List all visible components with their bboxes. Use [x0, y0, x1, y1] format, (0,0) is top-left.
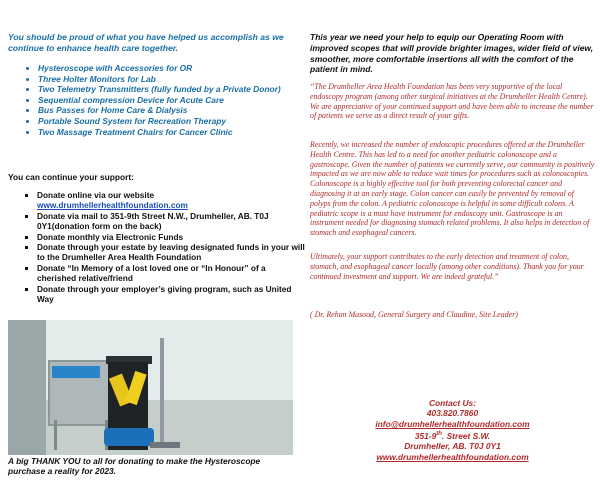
list-item: • Sequential compression Device for Acute Care — [38, 95, 306, 106]
photo-blue-tray — [52, 366, 100, 378]
photo-stand-base — [150, 442, 180, 448]
list-item: • Two Massage Treatment Chairs for Cancer Clinic — [38, 127, 306, 138]
support-item-estate: ▪ Donate through your estate by leaving designated funds in your will to the Drumheller Area Health Foundation — [37, 242, 305, 263]
list-item: • Three Holter Monitors for Lab — [38, 74, 306, 85]
testimonial-signature: ( Dr. Rehan Masood, General Surgery and Claudine, Site Leader) — [310, 310, 518, 319]
list-item: • Two Telemetry Transmitters (fully funded by a Private Donor) — [38, 84, 306, 95]
contact-city: Drumheller, AB. T0J 0Y1 — [404, 441, 501, 452]
support-item-memory: ▪ Donate “In Memory of a lost loved one or “In Honour” of a cherished relative/friend — [37, 263, 305, 284]
website-link[interactable]: www.drumhellerhealthfoundation.com — [37, 200, 188, 211]
list-item: • Portable Sound System for Recreation Therapy — [38, 116, 306, 127]
support-item-mail: ▪ Donate via mail to 351-9th Street N.W., Drumheller, AB. T0J 0Y1(donation form on the back) — [37, 211, 305, 232]
online-label: Donate online via our website — [37, 190, 155, 200]
list-item: • Bus Passes for Home Care & Dialysis — [38, 105, 306, 116]
right-column — [300, 0, 600, 500]
photo-blue-base — [104, 428, 154, 446]
contact-email-link[interactable]: info@drumhellerhealthfoundation.com — [375, 418, 530, 429]
contact-phone: 403.820.7860 — [426, 408, 479, 419]
contact-heading: Contact Us: — [429, 398, 476, 408]
intro-text: You should be proud of what you have helped us accomplish as we continue to enhance health care together. — [8, 32, 284, 53]
hysteroscope-photo — [8, 320, 293, 455]
accomplishments-list — [26, 63, 306, 137]
support-item-online — [37, 190, 305, 211]
list-item: • Hysteroscope with Accessories for OR — [38, 63, 306, 74]
photo-iv-stand — [160, 338, 164, 446]
contact-website-link[interactable]: www.drumhellerhealthfoundation.com — [376, 451, 529, 462]
support-item-monthly: ▪ Donate monthly via Electronic Funds — [37, 232, 305, 242]
contact-block — [310, 398, 595, 462]
testimonial-paragraph: Recently, we increased the number of endoscopic procedures offered at the Drumheller Health Centre. This has led to a need for another pediatric colonoscope and a gastroscope. Given the number of patients we currently serve, our community is positively impacted as we are now able to reduce wait times for procedures such as colonoscopies. Colonoscope is a highly effective tool for both preventing colorectal cancer and diagnosing it at an early stage. Colon cancer can easily be prevented by removal of polyps from the colon. A pediatric colonoscope is helpful in some difficult colons. A pediatric scope is a must have instrument for endoscopy unit. Gastroscope is an instrument needed for diagnosing stomach related problems. It also helps in detection of stomach and esophageal cancers. — [310, 140, 595, 238]
photo-caption: A big THANK YOU to all for donating to make the Hysteroscope purchase a reality for 2023. — [8, 456, 261, 477]
operating-room-heading: This year we need your help to equip our Operating Room with improved scopes that will provide brighter images, wider field of view, smoother, more comfortable insertions all with the comfort of the patient in mind. — [310, 32, 594, 75]
photo-cabinet — [8, 320, 46, 455]
testimonial-paragraph: “The Drumheller Area Health Foundation has been very supportive of the local endoscopy program (among other surgical initiatives at the Drumheller Health Centre). We are appreciative of your continued support and have been able to increase the number of patients we serve as a direct result of your gifts. — [310, 82, 594, 121]
support-heading: You can continue your support: — [8, 172, 134, 182]
contact-street: 351-9th. Street S.W. — [414, 431, 491, 442]
support-item-employer: ▪ Donate through your employer’s giving program, such as United Way — [37, 284, 305, 305]
testimonial-paragraph: Ultimately, your support contributes to the early detection and treatment of colon, stomach, and esophageal cancer locally (among other conditions). Thank you for your continued investment and support. We are indeed grateful.” — [310, 252, 584, 281]
support-list — [26, 190, 305, 304]
photo-cart-legs — [54, 420, 108, 450]
